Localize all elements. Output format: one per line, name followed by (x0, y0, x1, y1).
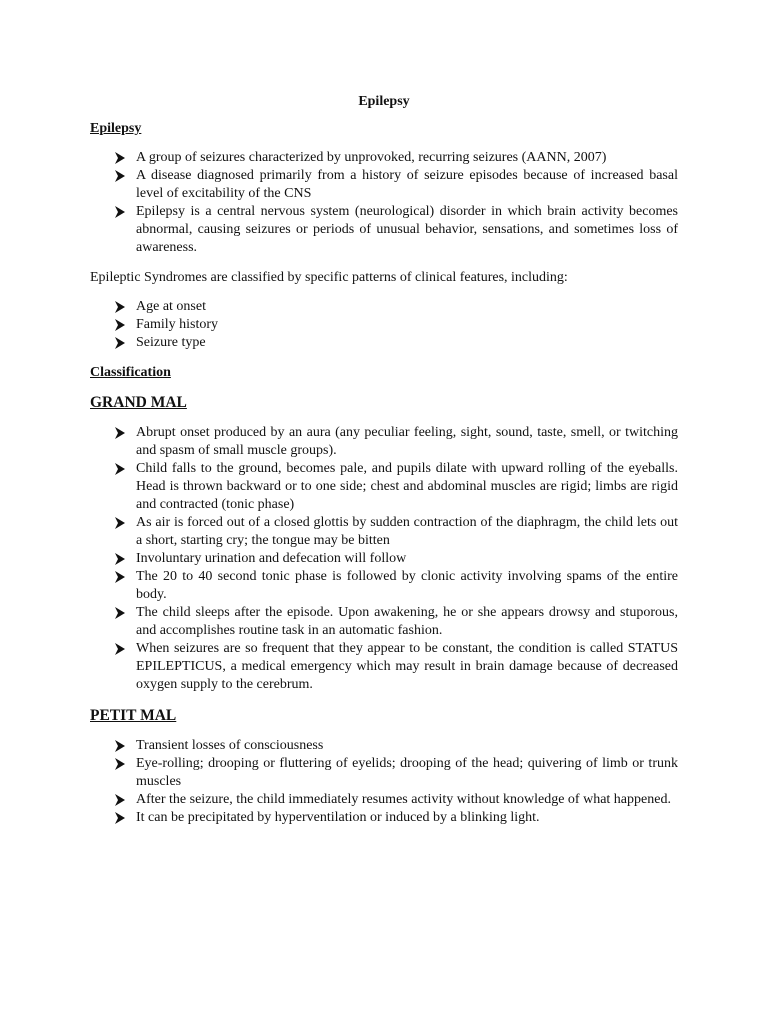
petit-mal-bullet-list (90, 737, 678, 827)
arrowhead-bullet-icon (114, 151, 126, 165)
arrowhead-bullet-icon (114, 811, 126, 825)
list-item (90, 167, 678, 203)
list-item-text: A group of seizures characterized by unprovoked, recurring seizures (AANN, 2007) (136, 150, 607, 165)
list-item (90, 755, 678, 791)
list-item (90, 550, 678, 568)
list-item-text: It can be precipitated by hyperventilation or induced by a blinking light. (136, 810, 540, 825)
list-item (90, 316, 678, 334)
list-item-text: Eye-rolling; drooping or fluttering of eyelids; drooping of the head; quivering of limb or trunk muscles (136, 756, 678, 789)
list-item (90, 334, 678, 352)
grand-mal-bullet-list (90, 424, 678, 694)
list-item (90, 604, 678, 640)
syndromes-bullet-list (90, 298, 678, 352)
list-item (90, 791, 678, 809)
arrowhead-bullet-icon (114, 205, 126, 219)
list-item-text: As air is forced out of a closed glottis by sudden contraction of the diaphragm, the child lets out a short, starting cry; the tongue may be bitten (136, 515, 678, 548)
list-item (90, 424, 678, 460)
list-item (90, 640, 678, 694)
list-item-text: Seizure type (136, 335, 206, 350)
arrowhead-bullet-icon (114, 757, 126, 771)
list-item (90, 568, 678, 604)
list-item (90, 809, 678, 827)
list-item-text: Family history (136, 317, 219, 332)
list-item-text: Epilepsy is a central nervous system (neurological) disorder in which brain activity becomes abnormal, causing seizures or periods of unusual behavior, sensations, and sometimes loss of awareness. (136, 204, 678, 255)
arrowhead-bullet-icon (114, 300, 126, 314)
list-item (90, 298, 678, 316)
arrowhead-bullet-icon (114, 169, 126, 183)
list-item-text: Involuntary urination and defecation will follow (136, 551, 407, 566)
section-heading-epilepsy: Epilepsy (90, 121, 142, 136)
list-item (90, 203, 678, 257)
intro-bullet-list (90, 149, 678, 257)
list-item-text: After the seizure, the child immediately resumes activity without knowledge of what happened. (136, 792, 671, 807)
section-heading-grand-mal: GRAND MAL (90, 394, 187, 411)
arrowhead-bullet-icon (114, 462, 126, 476)
arrowhead-bullet-icon (114, 426, 126, 440)
arrowhead-bullet-icon (114, 336, 126, 350)
list-item (90, 514, 678, 550)
page-title: Epilepsy (358, 94, 410, 109)
list-item-text: Age at onset (136, 299, 206, 314)
list-item-text: When seizures are so frequent that they appear to be constant, the condition is called STATUS EPILEPTICUS, a medical emergency which may result in brain damage because of decreased oxygen supply to the cerebrum. (136, 641, 678, 692)
list-item (90, 737, 678, 755)
arrowhead-bullet-icon (114, 552, 126, 566)
arrowhead-bullet-icon (114, 516, 126, 530)
list-item-text: Abrupt onset produced by an aura (any peculiar feeling, sight, sound, taste, smell, or twitching and spasm of small muscle groups). (136, 425, 678, 458)
list-item (90, 460, 678, 514)
arrowhead-bullet-icon (114, 606, 126, 620)
list-item-text: The 20 to 40 second tonic phase is followed by clonic activity involving spams of the entire body. (136, 569, 678, 602)
arrowhead-bullet-icon (114, 642, 126, 656)
list-item-text: A disease diagnosed primarily from a history of seizure episodes because of increased basal level of excitability of the CNS (136, 168, 678, 201)
list-item (90, 149, 678, 167)
syndromes-paragraph: Epileptic Syndromes are classified by specific patterns of clinical features, including: (90, 270, 568, 285)
arrowhead-bullet-icon (114, 739, 126, 753)
section-heading-petit-mal: PETIT MAL (90, 707, 177, 724)
arrowhead-bullet-icon (114, 318, 126, 332)
list-item-text: Transient losses of consciousness (136, 738, 324, 753)
list-item-text: Child falls to the ground, becomes pale, and pupils dilate with upward rolling of the eyeballs. Head is thrown backward or to one side; chest and abdominal muscles are rigid; limbs are rigid and contracted (tonic phase) (136, 461, 678, 512)
section-heading-classification: Classification (90, 365, 171, 380)
list-item-text: The child sleeps after the episode. Upon awakening, he or she appears drowsy and stuporous, and accomplishes routine task in an automatic fashion. (136, 605, 678, 638)
arrowhead-bullet-icon (114, 793, 126, 807)
arrowhead-bullet-icon (114, 570, 126, 584)
